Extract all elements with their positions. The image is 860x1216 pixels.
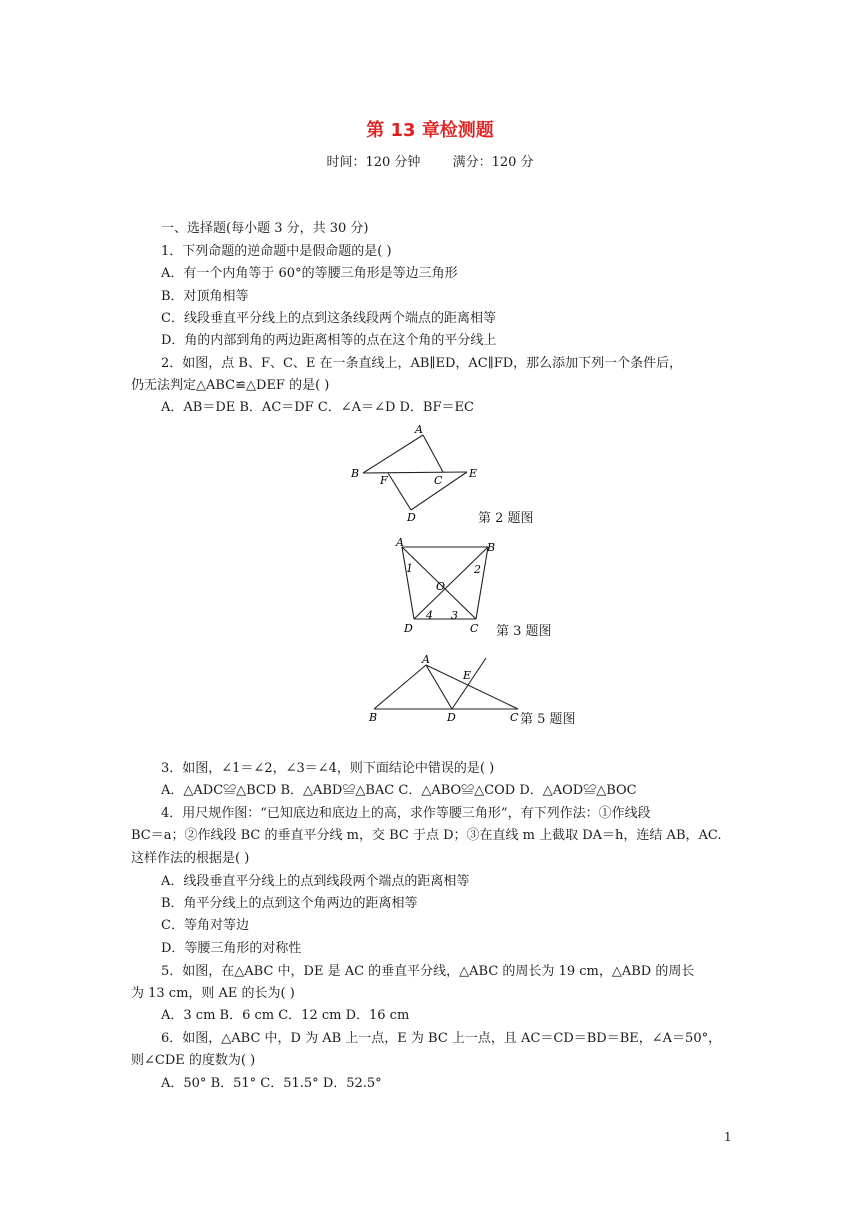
fig3-label-3: 3 [451,609,458,622]
q1-stem: 1．下列命题的逆命题中是假命题的是( ) [161,244,392,259]
fig2-line-ba [363,435,423,473]
q6-options: A．50° B．51° C．51.5° D．52.5° [161,1076,382,1091]
fig2-label-b: B [351,467,360,480]
fig3-label-1: 1 [406,562,413,575]
fig2-label-f: F [380,474,388,487]
figure-3 [390,533,510,637]
q1-option-c: C．线段垂直平分线上的点到这条线段两个端点的距离相等 [161,311,496,326]
q4-stem-line3: 这样作法的根据是( ) [131,851,250,866]
q5-stem-line2: 为 13 cm，则 AE 的长为( ) [131,986,295,1001]
fig5-label-a: A [422,653,430,666]
fig2-line-fd [388,473,411,510]
q4-option-a: A．线段垂直平分线上的点到线段两个端点的距离相等 [161,874,470,889]
fig2-label-c: C [434,474,443,487]
figure-5-caption: 第 5 题图 [520,712,576,727]
fig3-label-c: C [470,622,479,635]
q5-stem-line1: 5．如图，在△ABC 中，DE 是 AC 的垂直平分线，△ABC 的周长为 19 cm，△ABD 的周长 [161,964,695,979]
fig5-line-de [452,658,486,709]
section-heading: 一、选择题(每小题 3 分，共 30 分) [161,221,369,236]
fig2-label-a: A [415,423,423,436]
fig2-label-d: D [407,511,416,524]
fig3-line-ad [402,547,414,619]
q6-stem-line2: 则∠CDE 的度数为( ) [131,1053,256,1068]
fig2-label-e: E [469,467,478,480]
q5-options: A．3 cm B．6 cm C．12 cm D．16 cm [161,1008,410,1023]
fig2-line-ac [423,435,443,472]
q3-options: A．△ADC≌△BCD B．△ABD≌△BAC C．△ABO≌△COD D．△AOD≌△BOC [161,783,637,798]
fig5-line-ac [426,665,518,709]
figure-2 [345,420,485,525]
q1-option-a: A．有一个内角等于 60°的等腰三角形是等边三角形 [161,266,458,281]
q2-options: A．AB＝DE B．AC＝DF C．∠A＝∠D D．BF＝EC [161,400,474,415]
fig3-label-d: D [404,622,413,635]
time-limit: 时间：120 分钟 [326,155,421,170]
fig5-label-c: C [510,711,519,724]
fig2-line-be [363,472,467,473]
figure-2-caption: 第 2 题图 [478,511,534,526]
fig3-line-bc [476,547,488,619]
q4-stem-line2: BC＝a；②作线段 BC 的垂直平分线 m，交 BC 于点 D；③在直线 m 上截取 DA＝h，连结 AB，AC. [131,828,722,843]
fig3-label-o: O [436,580,446,593]
q2-stem-line2: 仍无法判定△ABC≌△DEF 的是( ) [131,378,330,393]
q4-option-d: D．等腰三角形的对称性 [161,941,302,956]
page-number: 1 [724,1130,732,1144]
fig5-label-e: E [463,669,472,682]
q6-stem-line1: 6．如图，△ABC 中，D 为 AB 上一点，E 为 BC 上一点，且 AC＝CD＝BD＝BE，∠A＝50°， [161,1031,722,1046]
q1-option-b: B．对顶角相等 [161,289,249,304]
figure-5 [360,650,520,726]
fig3-label-a: A [396,536,404,549]
page-title: 第 13 章检测题 [366,120,494,141]
q2-stem-line1: 2．如图，点 B、F、C、E 在一条直线上，AB∥ED，AC∥FD，那么添加下列一个条件后， [161,356,683,371]
q4-option-c: C．等角对等边 [161,918,249,933]
fig3-label-4: 4 [426,609,433,622]
fig3-label-b: B [487,541,496,554]
full-score: 满分：120 分 [452,155,534,170]
q3-stem: 3．如图，∠1＝∠2，∠3＝∠4，则下面结论中错误的是( ) [161,761,495,776]
fig5-line-ba [374,665,426,709]
fig5-label-d: D [447,711,456,724]
figure-3-caption: 第 3 题图 [496,624,552,639]
q4-option-b: B．角平分线上的点到这个角两边的距离相等 [161,896,418,911]
exam-meta [0,151,860,170]
fig3-label-2: 2 [474,563,481,576]
q4-stem-line1: 4．用尺规作图：“已知底边和底边上的高，求作等腰三角形”，有下列作法：①作线段 [161,806,651,821]
q1-option-d: D．角的内部到角的两边距离相等的点在这个角的平分线上 [161,333,497,348]
fig5-label-b: B [369,711,378,724]
